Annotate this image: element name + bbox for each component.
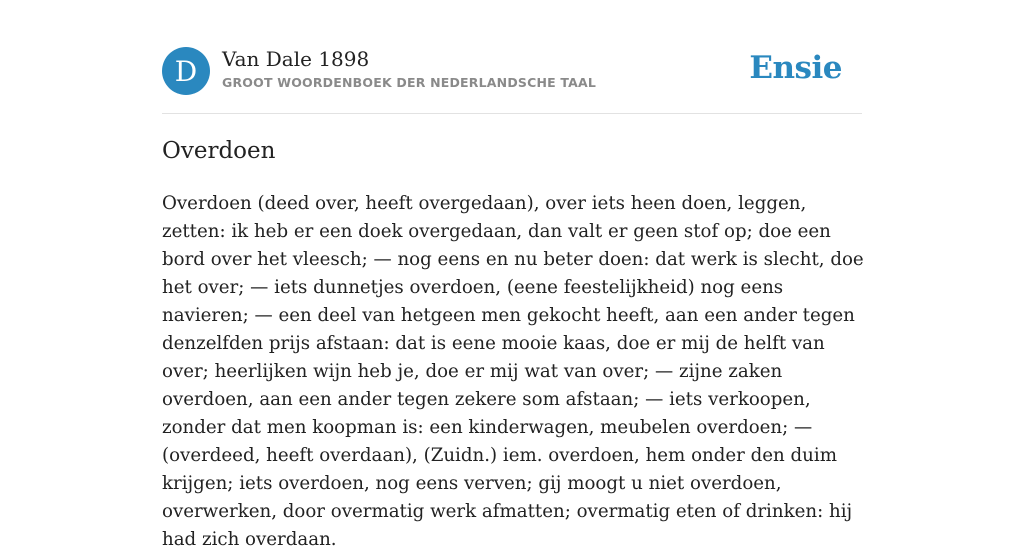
brand-logo[interactable]: Ensie bbox=[749, 50, 842, 86]
entry-heading: Overdoen bbox=[162, 138, 276, 164]
source-subtitle: GROOT WOORDENBOEK DER NEDERLANDSCHE TAAL bbox=[222, 75, 597, 90]
header-divider bbox=[162, 113, 862, 114]
source-header bbox=[162, 46, 862, 96]
entry-text: Overdoen (deed over, heeft overgedaan), over iets heen doen, leggen, zetten: ik heb er een doek overgedaan, dan valt er geen stof op; doe een bord over het vleesch; — nog eens en nu beter doen: dat werk is slecht, doe het over; — iets dunnetjes overdoen, (eene feestelijkheid) nog eens navieren; — een deel van hetgeen men gekocht heeft, aan een ander tegen denzelfden prijs afstaan: dat is eene mooie kaas, doe er mij de helft van over; heerlijken wijn heb je, doe er mij wat van over; — zijne zaken overdoen, aan een ander tegen zekere som afstaan; — iets verkoopen, zonder dat men koopman is: een kinderwagen, meubelen overdoen; — (overdeed, heeft overdaan), (Zuidn.) iem. overdoen, hem onder den duim krijgen; iets overdoen, nog eens verven; gij moogt u niet overdoen, overwerken, door overmatig werk afmatten; overmatig eten of drinken: hij had zich overdaan. bbox=[162, 193, 864, 550]
source-avatar[interactable]: D bbox=[162, 47, 210, 95]
source-title[interactable]: Van Dale 1898 bbox=[222, 47, 370, 71]
